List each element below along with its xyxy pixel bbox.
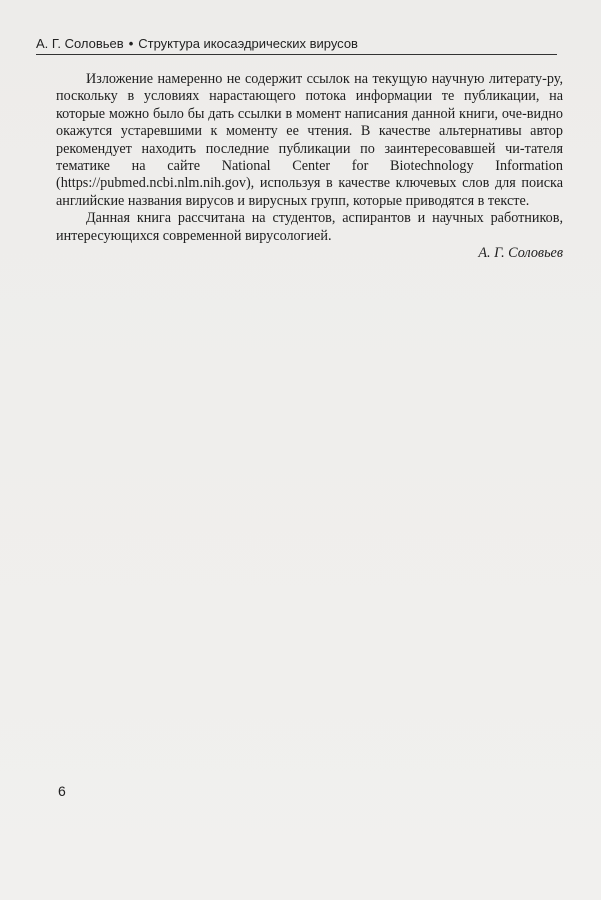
running-header bbox=[36, 36, 557, 52]
header-rule bbox=[36, 54, 557, 55]
main-text bbox=[56, 71, 563, 262]
header-separator: • bbox=[128, 36, 134, 51]
author-signature: А. Г. Соловьев bbox=[478, 245, 563, 262]
paragraph-2: Данная книга рассчитана на студентов, аспирантов и научных работников, интересующихся современной вирусологией. bbox=[56, 210, 563, 244]
page-number: 6 bbox=[58, 783, 66, 799]
header-author: А. Г. Соловьев bbox=[36, 36, 124, 51]
header-title: Структура икосаэдрических вирусов bbox=[138, 36, 358, 51]
paragraph-1: Изложение намеренно не содержит ссылок на текущую научную литерату-ру, поскольку в условиях нарастающего потока информации те публикации, на которые можно было бы дать ссылки в момент написания данной книги, оче-видно окажутся устаревшими к моменту ее чтения. В качестве альтернативы автор рекомендует находить последние публикации по заинтересовавшей чи-тателя тематике на сайте National Center for Biotechnology Information (https://pubmed.ncbi.nlm.nih.gov), используя в качестве ключевых слов для поиска английские названия вирусов и вирусных групп, которые приводятся в тексте. bbox=[56, 71, 563, 209]
